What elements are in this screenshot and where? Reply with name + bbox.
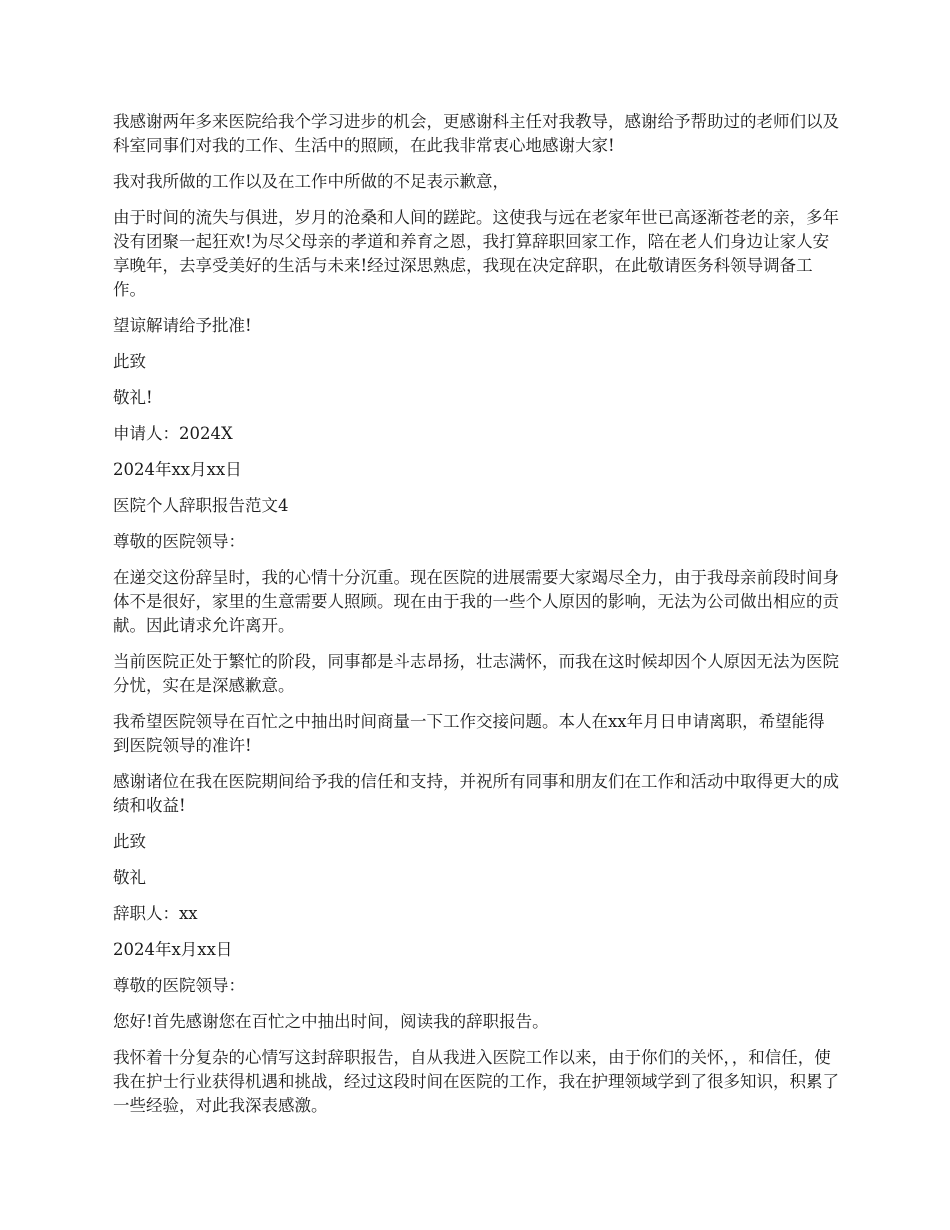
paragraph-request: 望谅解请给予批准! bbox=[113, 316, 252, 335]
paragraph-handover: 我希望医院领导在百忙之中抽出时间商量一下工作交接问题。本人在xx年月日申请离职，希望能得到医院领导的准许! bbox=[113, 712, 825, 755]
paragraph-apology: 我对我所做的工作以及在工作中所做的不足表示歉意， bbox=[113, 172, 509, 191]
paragraph-submission: 在递交这份辞呈时，我的心情十分沉重。现在医院的进展需要大家竭尽全力，由于我母亲前段时间身体不是很好，家里的生意需要人照顾。现在由于我的一些个人原因的影响，无法为公司做出相应的贡献。因此请求允许离开。 bbox=[113, 568, 839, 635]
greeting: 尊敬的医院领导： bbox=[113, 532, 245, 551]
applicant-signature: 申请人：2024X bbox=[113, 424, 233, 443]
closing-regards: 敬礼 bbox=[113, 868, 146, 887]
paragraph-gratitude: 感谢诸位在我在医院期间给予我的信任和支持，并祝所有同事和朋友们在工作和活动中取得更大的成绩和收益! bbox=[113, 772, 839, 815]
closing-regards: 敬礼! bbox=[113, 388, 153, 407]
letter-date: 2024年xx月xx日 bbox=[113, 460, 242, 479]
paragraph-thanks: 我感谢两年多来医院给我个学习进步的机会，更感谢科主任对我教导，感谢给予帮助过的老师们以及科室同事们对我的工作、生活中的照顾，在此我非常衷心地感谢大家! bbox=[113, 112, 839, 155]
paragraph-experience: 我怀着十分复杂的心情写这封辞职报告，自从我进入医院工作以来，由于你们的关怀，，和信任，使我在护士行业获得机遇和挑战，经过这段时间在医院的工作，我在护理领域学到了很多知识，积累了一些经验，对此我深表感激。 bbox=[113, 1048, 839, 1115]
paragraph-busy-period: 当前医院正处于繁忙的阶段，同事都是斗志昂扬，壮志满怀，而我在这时候却因个人原因无法为医院分忧，实在是深感歉意。 bbox=[113, 652, 839, 695]
paragraph-opening: 您好!首先感谢您在百忙之中抽出时间，阅读我的辞职报告。 bbox=[113, 1012, 549, 1031]
resigner-signature: 辞职人：xx bbox=[113, 904, 198, 923]
section-heading: 医院个人辞职报告范文4 bbox=[113, 496, 289, 515]
greeting: 尊敬的医院领导： bbox=[113, 976, 245, 995]
closing-salutation: 此致 bbox=[113, 832, 146, 851]
closing-salutation: 此致 bbox=[113, 352, 146, 371]
paragraph-reason: 由于时间的流失与俱进，岁月的沧桑和人间的蹉跎。这使我与远在老家年世已高逐渐苍老的亲，多年没有团聚一起狂欢!为尽父母亲的孝道和养育之恩，我打算辞职回家工作，陪在老人们身边让家人安享晚年，去享受美好的生活与未来!经过深思熟虑，我现在决定辞职，在此敬请医务科领导调备工作。 bbox=[113, 208, 839, 299]
document-page bbox=[113, 110, 841, 1130]
letter-date: 2024年x月xx日 bbox=[113, 940, 233, 959]
